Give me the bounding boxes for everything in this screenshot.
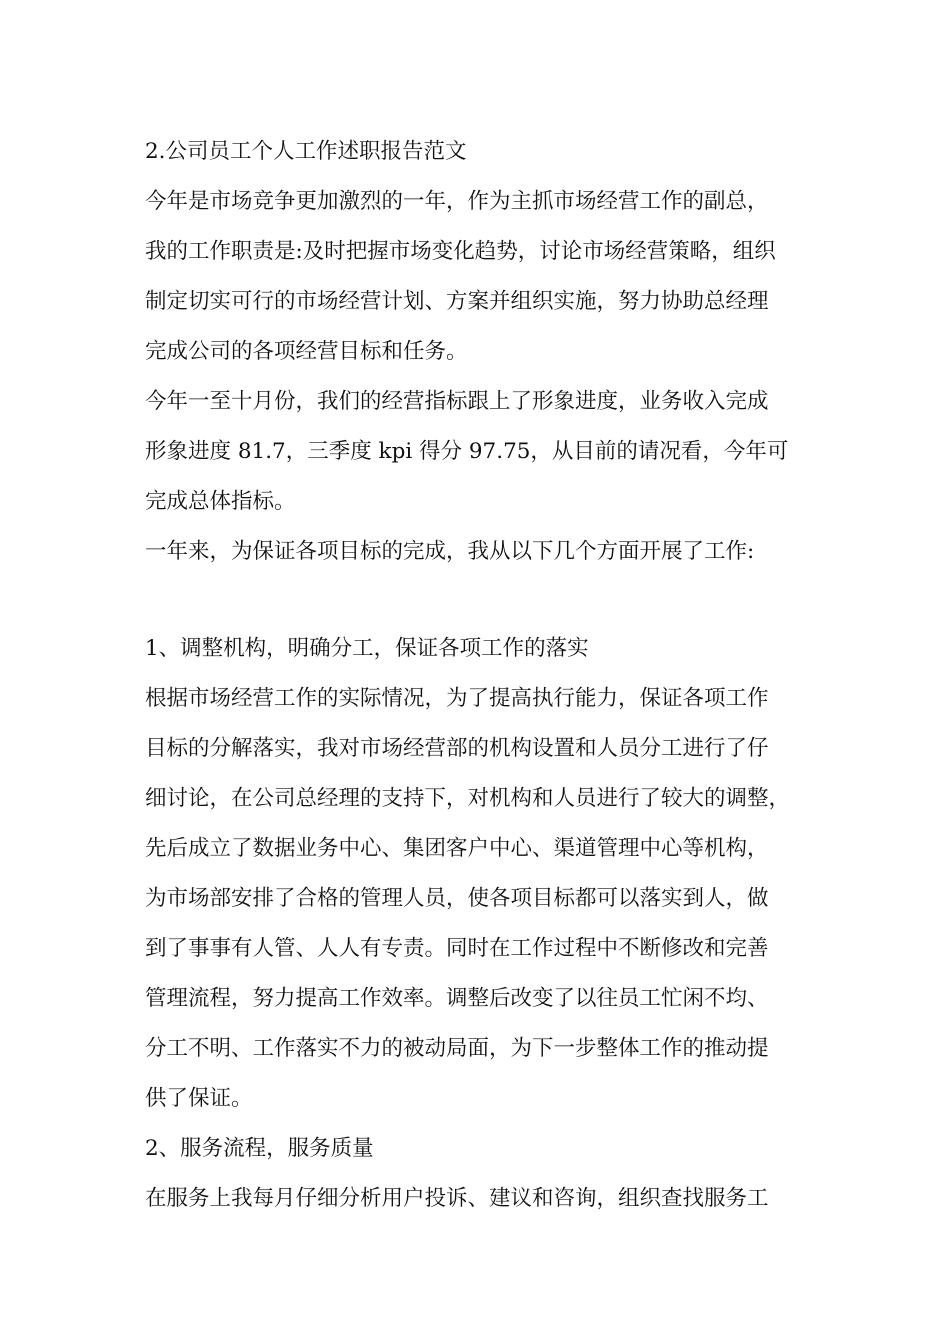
paragraph-line: 完成公司的各项经营目标和任务。 bbox=[145, 339, 468, 364]
paragraph-line: 到了事事有人管、人人有专责。同时在工作过程中不断修改和完善 bbox=[145, 936, 769, 961]
paragraph-line: 目标的分解落实，我对市场经营部的机构设置和人员分工进行了仔 bbox=[145, 736, 769, 761]
paragraph-line: 今年是市场竞争更加激烈的一年，作为主抓市场经营工作的副总， bbox=[145, 189, 769, 214]
paragraph-line: 分工不明、工作落实不力的被动局面，为下一步整体工作的推动提 bbox=[145, 1036, 769, 1061]
paragraph-line: 为市场部安排了合格的管理人员，使各项目标都可以落实到人，做 bbox=[145, 886, 769, 911]
paragraph-line: 供了保证。 bbox=[145, 1086, 253, 1111]
paragraph-line: 今年一至十月份，我们的经营指标跟上了形象进度，业务收入完成 bbox=[145, 389, 769, 414]
paragraph-line: 我的工作职责是:及时把握市场变化趋势，讨论市场经营策略，组织 bbox=[145, 239, 776, 264]
paragraph-line: 细讨论，在公司总经理的支持下，对机构和人员进行了较大的调整， bbox=[145, 786, 791, 811]
paragraph-line: 管理流程，努力提高工作效率。调整后改变了以往员工忙闲不均、 bbox=[145, 986, 769, 1011]
paragraph-line: 完成总体指标。 bbox=[145, 489, 296, 514]
paragraph-line: 根据市场经营工作的实际情况，为了提高执行能力，保证各项工作 bbox=[145, 686, 769, 711]
paragraph-line: 在服务上我每月仔细分析用户投诉、建议和咨询，组织查找服务工 bbox=[145, 1186, 769, 1211]
paragraph-line: 形象进度 81.7，三季度 kpi 得分 97.75，从目前的请况看，今年可 bbox=[145, 439, 789, 464]
section-heading: 2、服务流程，服务质量 bbox=[145, 1136, 374, 1161]
paragraph-line: 制定切实可行的市场经营计划、方案并组织实施，努力协助总经理 bbox=[145, 289, 769, 314]
document-title: 2.公司员工个人工作述职报告范文 bbox=[145, 139, 467, 164]
paragraph-line: 先后成立了数据业务中心、集团客户中心、渠道管理中心等机构， bbox=[145, 836, 769, 861]
paragraph-line: 一年来，为保证各项目标的完成，我从以下几个方面开展了工作: bbox=[145, 539, 755, 564]
section-heading: 1、调整机构，明确分工，保证各项工作的落实 bbox=[145, 636, 589, 661]
